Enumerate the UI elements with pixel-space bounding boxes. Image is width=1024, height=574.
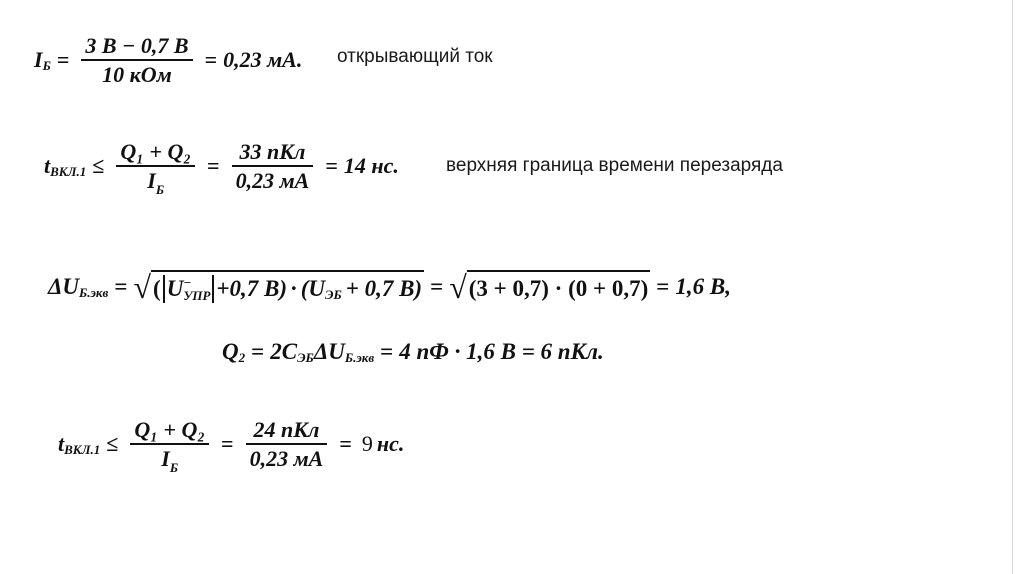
subscript-vkl1: ВКЛ.1 xyxy=(64,442,101,457)
sup-sub-upr xyxy=(183,276,210,302)
numerator: 33 пКл xyxy=(239,138,306,164)
equals-sign: = xyxy=(430,274,444,299)
subscript-B: Б xyxy=(169,460,179,475)
equation-base-current xyxy=(34,24,302,96)
symbol-Q: Q xyxy=(222,339,239,364)
slide-border-rule xyxy=(1012,0,1013,574)
equals-sign: = xyxy=(325,153,338,178)
symbol-I: I xyxy=(147,168,156,193)
numerator: Q₁ + Q₂ xyxy=(120,138,192,164)
equals-sign: = xyxy=(221,431,234,456)
fraction-voltage-over-resistance xyxy=(81,32,192,89)
open-U: (U xyxy=(300,276,325,301)
equals-sign: = xyxy=(207,153,220,178)
term-delta-U: ΔU xyxy=(313,339,345,364)
subscript-b-ekv: Б.экв xyxy=(79,285,109,300)
sqrt-sign-icon: √ xyxy=(133,269,152,305)
caption-opening-current: открывающий ток xyxy=(337,46,493,67)
subscript-upr: УПР xyxy=(183,288,211,303)
equals-sign: = xyxy=(204,47,218,72)
fraction-values xyxy=(232,138,314,195)
denominator xyxy=(157,445,182,473)
equals-sign: = xyxy=(380,339,394,364)
symbol-t: t xyxy=(58,431,65,456)
subscript-vkl1: ВКЛ.1 xyxy=(50,164,87,179)
subscript-B: Б xyxy=(155,182,165,197)
square-root-symbolic xyxy=(133,270,424,304)
numerator: 3 B − 0,7 B xyxy=(85,32,189,58)
sqrt-sign-icon: √ xyxy=(449,269,467,305)
numerator: 24 пКл xyxy=(253,416,320,442)
numerator: Q₁ + Q₂ xyxy=(134,416,206,442)
equals-sign: = xyxy=(339,431,352,456)
equation-turn-on-time-refined xyxy=(58,408,404,480)
abs-bar-left xyxy=(163,275,165,303)
equation-turn-on-time-upper xyxy=(44,130,399,202)
term-2C: 2C xyxy=(270,339,298,364)
equals-sign: = xyxy=(656,274,670,299)
symbol-U: U xyxy=(166,276,184,301)
caption-upper-bound-recharge-time: верхняя граница времени перезаряда xyxy=(446,155,783,176)
equals-sign: = xyxy=(56,47,70,72)
subscript-eb: ЭБ xyxy=(297,350,314,365)
subscript-B: Б xyxy=(42,58,51,73)
subscript-eb: ЭБ xyxy=(324,287,342,302)
symbol-I: I xyxy=(161,446,170,471)
superscript-minus: − xyxy=(183,275,192,290)
equation-equivalent-voltage xyxy=(48,262,731,312)
result-time: 14 нс. xyxy=(343,153,399,178)
fraction-charge-over-current xyxy=(116,138,195,195)
symbol-delta-U: ΔU xyxy=(48,274,80,299)
plus-term: +0,7 B) xyxy=(216,276,288,301)
square-root-numeric xyxy=(449,270,650,304)
result-unit: нс. xyxy=(376,431,405,456)
abs-bar-right xyxy=(212,275,214,303)
equation-charge-q2 xyxy=(222,330,604,374)
result-voltage: 1,6 B, xyxy=(675,274,731,299)
fraction-values xyxy=(246,416,328,473)
less-or-equal-sign: ≤ xyxy=(92,153,105,178)
result-current: 0,23 мА. xyxy=(223,47,303,72)
subscript-2: 2 xyxy=(238,350,246,365)
result-number: 9 xyxy=(361,431,373,456)
symbol-t: t xyxy=(44,153,51,178)
multiply-dot: · xyxy=(290,276,298,301)
denominator xyxy=(143,167,168,195)
radicand xyxy=(151,270,424,304)
less-or-equal-sign: ≤ xyxy=(106,431,119,456)
plus-term-2: + 0,7 B) xyxy=(345,276,423,301)
radicand-numeric: (3 + 0,7) · (0 + 0,7) xyxy=(467,270,651,304)
rhs-value: 4 пФ · 1,6 B = 6 пКл. xyxy=(399,339,604,364)
denominator: 0,23 мА xyxy=(235,168,310,193)
denominator: 10 кОм xyxy=(102,62,172,87)
fraction-charge-over-current xyxy=(130,416,209,473)
equals-sign: = xyxy=(114,274,128,299)
symbol-I: I xyxy=(34,47,43,72)
denominator: 0,23 мА xyxy=(249,446,324,471)
equals-sign: = xyxy=(251,339,265,364)
open-paren: ( xyxy=(153,276,161,301)
subscript-b-ekv: Б.экв xyxy=(344,350,375,365)
